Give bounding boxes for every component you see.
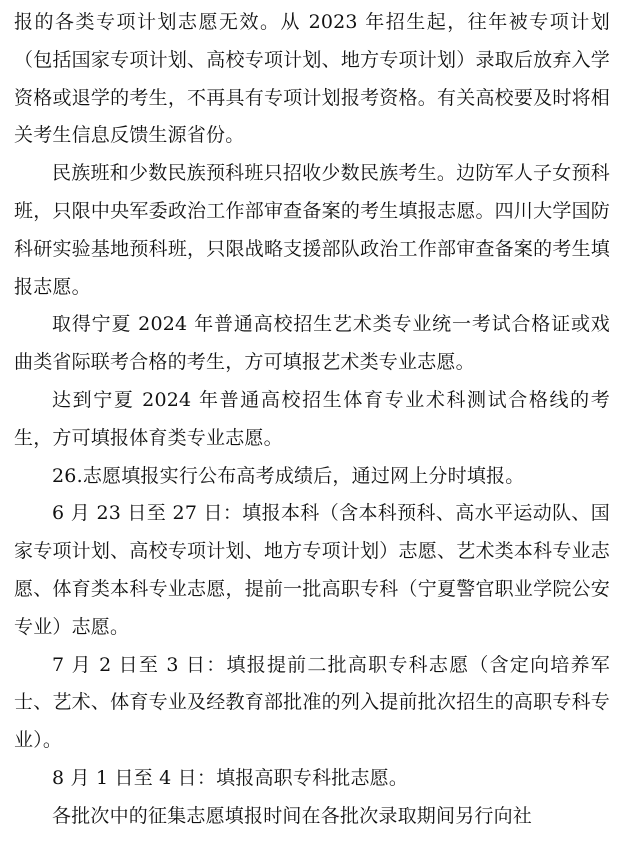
paragraph-item-26-online-filing: 26.志愿填报实行公布高考成绩后，通过网上分时填报。 (52, 464, 525, 487)
paragraph-july-schedule: 7 月 2 日至 3 日：填报提前二批高职专科志愿（含定向培养军士、艺术、体育专业及经教育部批准的列入提前批次招生的高职专科专业）。 (14, 653, 610, 752)
paragraph-june-schedule: 6 月 23 日至 27 日：填报本科（含本科预科、高水平运动队、国家专项计划、高校专项计划、地方专项计划）志愿、艺术类本科专业志愿、体育类本科专业志愿，提前一批高职专科（宁夏警官职业学院公安专业）志愿。 (14, 502, 610, 638)
paragraph-ethnic-preparatory-classes: 民族班和少数民族预科班只招收少数民族考生。边防军人子女预科班，只限中央军委政治工作部审查备案的考生填报志愿。四川大学国防科研实验基地预科班，只限战略支援部队政治工作部审查备案的考生填报志愿。 (14, 162, 610, 298)
paragraph-supplementary-filing: 各批次中的征集志愿填报时间在各批次录取期间另行向社 (52, 804, 533, 827)
paragraph-sports-major-requirement: 达到宁夏 2024 年普通高校招生体育专业术科测试合格线的考生，方可填报体育类专业志愿。 (14, 388, 610, 449)
paragraph-art-major-requirement: 取得宁夏 2024 年普通高校招生艺术类专业统一考试合格证或戏曲类省际联考合格的考生，方可填报艺术类专业志愿。 (14, 313, 610, 374)
paragraph-special-plan-eligibility: 报的各类专项计划志愿无效。从 2023 年招生起，往年被专项计划（包括国家专项计划、高校专项计划、地方专项计划）录取后放弃入学资格或退学的考生，不再具有专项计划报考资格。有关高校要及时将相关考生信息反馈生源省份。 (14, 11, 610, 147)
paragraph-august-schedule: 8 月 1 日至 4 日：填报高职专科批志愿。 (52, 766, 409, 789)
document-page (14, 0, 610, 841)
